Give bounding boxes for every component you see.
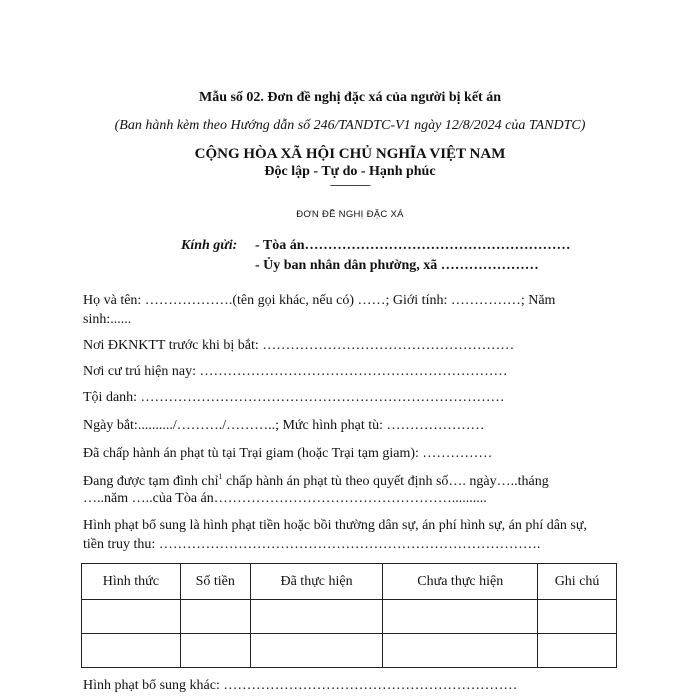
suspension-text-a: Đang được tạm đình chỉ — [83, 474, 219, 489]
table-row — [82, 634, 617, 668]
residence-before-arrest-line: Nơi ĐKNKTT trước khi bị bắt: ……………………………………………… — [83, 338, 515, 353]
penalty-table — [81, 563, 617, 668]
table-header-row — [82, 564, 617, 600]
column-header: Hình thức — [82, 564, 181, 600]
serving-location-line: Đã chấp hành án phạt tù tại Trại giam (hoặc Trại tạm giam): …………… — [83, 446, 493, 461]
divider: --------------- — [330, 179, 370, 191]
motto: Độc lập - Tự do - Hạnh phúc — [264, 164, 436, 179]
column-header: Số tiền — [180, 564, 250, 600]
suspension-text-b: chấp hành án phạt tù theo quyết định số…. ngày…..tháng — [222, 474, 549, 489]
recipient-label: Kính gửi: — [181, 238, 238, 253]
table-cell[interactable] — [250, 600, 383, 634]
table-cell[interactable] — [538, 600, 617, 634]
footnote-marker: 1 — [218, 472, 223, 481]
table-cell[interactable] — [383, 634, 538, 668]
column-header: Ghi chú — [538, 564, 617, 600]
name-gender-line: Họ và tên: ……………….(tên gọi khác, nếu có) ……; Giới tính: ……………; Năm — [83, 293, 556, 308]
table-cell[interactable] — [82, 634, 181, 668]
table-row — [82, 600, 617, 634]
arrest-date-line: Ngày bắt:........../………./………..; Mức hình phạt tù: ………………… — [83, 418, 485, 433]
birth-year-line: sinh:...... — [83, 312, 132, 327]
table-cell[interactable] — [250, 634, 383, 668]
issued-note: (Ban hành kèm theo Hướng dẫn số 246/TANDTC-V1 ngày 12/8/2024 của TANDTC) — [114, 118, 586, 133]
country-name: CỘNG HÒA XÃ HỘI CHỦ NGHĨA VIỆT NAM — [194, 146, 506, 162]
column-header: Chưa thực hiện — [383, 564, 538, 600]
supplementary-line-2: tiền truy thu: ………………………………………………………………………. — [83, 537, 541, 552]
recipient-court: - Tòa án………………………………………………… — [255, 238, 571, 253]
suspension-line — [83, 474, 549, 490]
recipient-committee: - Ủy ban nhân dân phường, xã ………………… — [255, 258, 539, 273]
table-cell[interactable] — [82, 600, 181, 634]
table-cell[interactable] — [180, 634, 250, 668]
form-title: Mẫu số 02. Đơn đề nghị đặc xá của người bị kết án — [198, 90, 501, 105]
crime-line: Tội danh: …………………………………………………………………… — [83, 390, 505, 405]
other-supplementary-line: Hình phạt bổ sung khác: ……………………………………………………… — [83, 678, 518, 693]
column-header: Đã thực hiện — [250, 564, 383, 600]
table-cell[interactable] — [538, 634, 617, 668]
current-residence-line: Nơi cư trú hiện nay: ………………………………………………………… — [83, 364, 508, 379]
supplementary-line-1: Hình phạt bổ sung là hình phạt tiền hoặc bồi thường dân sự, án phí hình sự, án phí dân sự, — [83, 518, 587, 533]
table-cell[interactable] — [383, 600, 538, 634]
document-title: ĐƠN ĐỀ NGHỊ ĐẶC XÁ — [296, 209, 404, 220]
suspension-line-2: …..năm …..của Tòa án…………………………………………….......... — [83, 491, 487, 506]
table-cell[interactable] — [180, 600, 250, 634]
